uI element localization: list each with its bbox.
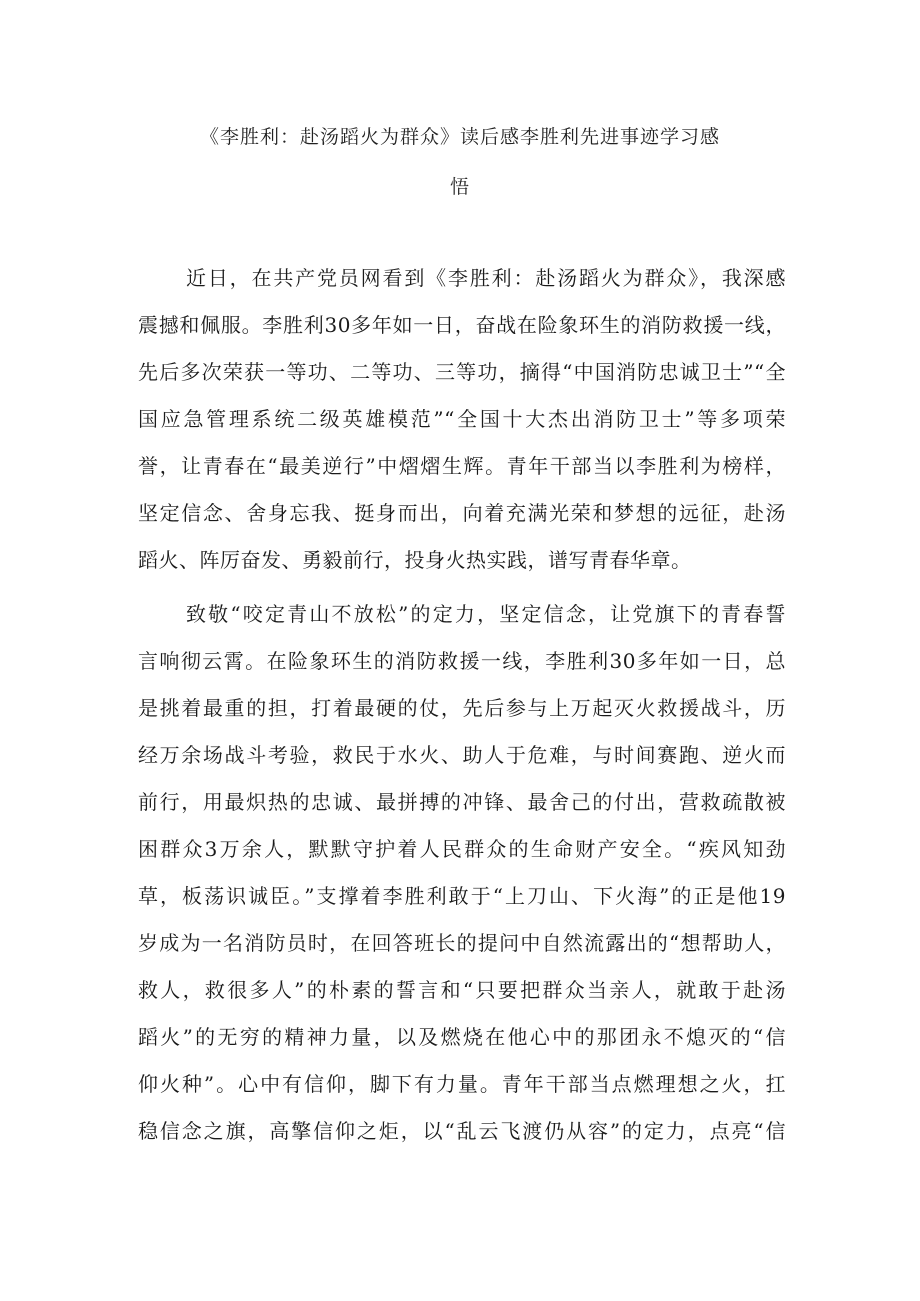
paragraph-2-line: 稳信念之旗，高擎信仰之炬，以“乱云飞渡仍从容”的定力，点亮“信 [138,1119,786,1143]
paragraph-2-line: 致敬“咬定青山不放松”的定力，坚定信念，让党旗下的青春誓 [186,602,786,626]
paragraph-2-line: 经万余场战斗考验，救民于水火、助人于危难，与时间赛跑、逆火而 [138,743,786,767]
paragraph-2-line: 岁成为一名消防员时，在回答班长的提问中自然流露出的“想帮助人， [138,931,786,955]
paragraph-1-line: 坚定信念、舍身忘我、挺身而出，向着充满光荣和梦想的远征，赴汤 [138,501,786,525]
paragraph-2-line: 仰火种”。心中有信仰，脚下有力量。青年干部当点燃理想之火，扛 [138,1072,786,1096]
document-title: 《李胜利：赴汤蹈火为群众》读后感李胜利先进事迹学习感 [199,126,720,148]
paragraph-2-line: 困群众3万余人，默默守护着人民群众的生命财产安全。“疾风知劲 [138,837,786,861]
paragraph-2-line: 前行，用最炽热的忠诚、最拼搏的冲锋、最舍己的付出，营救疏散被 [138,790,786,814]
paragraph-1-line: 近日，在共产党员网看到《李胜利：赴汤蹈火为群众》，我深感 [186,266,786,290]
paragraph-2-line: 救人，救很多人”的朴素的誓言和“只要把群众当亲人，就敢于赴汤 [138,978,786,1002]
paragraph-2-line: 草，板荡识诚臣。”支撑着李胜利敢于“上刀山、下火海”的正是他19 [138,884,786,908]
document-title-continuation: 悟 [449,176,470,198]
paragraph-2-line: 是挑着最重的担，打着最硬的仗，先后参与上万起灭火救援战斗，历 [138,696,786,720]
paragraph-1-line: 先后多次荣获一等功、二等功、三等功，摘得“中国消防忠诚卫士”“全 [138,360,786,384]
paragraph-2-line: 言响彻云霄。在险象环生的消防救援一线，李胜利30多年如一日，总 [138,649,786,673]
paragraph-1-line: 誉，让青春在“最美逆行”中熠熠生辉。青年干部当以李胜利为榜样， [138,454,786,478]
paragraph-1-line: 震撼和佩服。李胜利30多年如一日，奋战在险象环生的消防救援一线， [138,313,786,337]
paragraph-2-line: 蹈火”的无穷的精神力量，以及燃烧在他心中的那团永不熄灭的“信 [138,1025,786,1049]
paragraph-1-line: 蹈火、阵厉奋发、勇毅前行，投身火热实践，谱写青春华章。 [138,548,692,572]
paragraph-1-line: 国应急管理系统二级英雄模范”“全国十大杰出消防卫士”等多项荣 [138,407,786,431]
